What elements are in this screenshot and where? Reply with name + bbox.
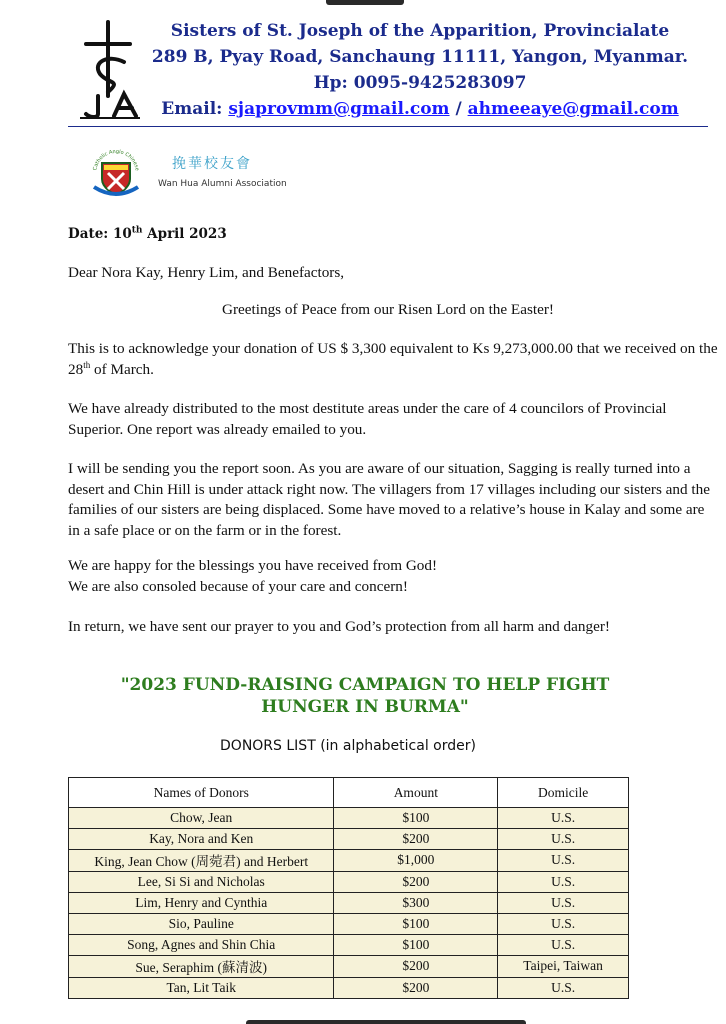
table-header-row	[69, 778, 629, 808]
letter-greeting: Greetings of Peace from our Risen Lord on the Easter!	[222, 301, 554, 318]
donor-domicile: U.S.	[498, 935, 629, 956]
donor-amount: $100	[334, 808, 498, 829]
header-names: Names of Donors	[69, 778, 334, 808]
org-phone: Hp: 0095-9425283097	[313, 73, 527, 93]
school-header	[88, 145, 308, 205]
email-link-2[interactable]: ahmeeaye@gmail.com	[467, 99, 679, 119]
email-link-1[interactable]: sjaprovmm@gmail.com	[228, 99, 450, 119]
letterhead-text	[150, 18, 690, 122]
header-amount: Amount	[334, 778, 498, 808]
table-row	[69, 829, 629, 850]
header-domicile: Domicile	[498, 778, 629, 808]
letter-paragraph-blessings	[68, 556, 718, 597]
table-row	[69, 913, 629, 934]
donor-domicile: Taipei, Taiwan	[498, 956, 629, 977]
letter-salutation: Dear Nora Kay, Henry Lim, and Benefactors,	[68, 264, 345, 281]
table-row	[69, 871, 629, 892]
table-row	[69, 850, 629, 871]
crest-text: Catholic Anglo Chinese	[92, 148, 140, 172]
email-separator: /	[449, 99, 468, 119]
org-address: 289 B, Pyay Road, Sanchaung 11111, Yangon, Myanmar.	[151, 47, 689, 67]
donor-name: Tan, Lit Taik	[69, 977, 334, 998]
donor-domicile: U.S.	[498, 808, 629, 829]
table-row	[69, 977, 629, 998]
letter-date: Date: 10th April 2023	[68, 225, 227, 242]
donor-domicile: U.S.	[498, 892, 629, 913]
blessings-line-1: We are happy for the blessings you have received from God!	[68, 557, 438, 574]
donor-amount: $200	[334, 871, 498, 892]
campaign-title	[60, 674, 670, 718]
email-label: Email:	[161, 99, 229, 119]
donor-amount: $200	[334, 977, 498, 998]
scroll-indicator-top	[326, 0, 404, 5]
school-name-english: Wan Hua Alumni Association	[158, 179, 287, 189]
letter-paragraph-situation: I will be sending you the report soon. As you are aware of our situation, Sagging is really turned into a desert and Chin Hill is under attack right now. The villagers from 17 villages including our sisters and the families of our sisters are being displaced. Some have moved to a relative’s house in Kalay and some are in a safe place or on the farm or in the forest.	[68, 460, 710, 539]
donor-name: Sue, Seraphim (蘇清波)	[69, 956, 334, 977]
donor-name: Lim, Henry and Cynthia	[69, 892, 334, 913]
sja-logo	[78, 18, 142, 122]
scroll-indicator-bottom	[246, 1020, 526, 1024]
donor-amount: $1,000	[334, 850, 498, 871]
org-email-line	[150, 96, 690, 122]
donor-domicile: U.S.	[498, 829, 629, 850]
table-row	[69, 808, 629, 829]
donor-name: Kay, Nora and Ken	[69, 829, 334, 850]
donor-domicile: U.S.	[498, 977, 629, 998]
donor-domicile: U.S.	[498, 850, 629, 871]
campaign-title-line-1: "2023 FUND-RAISING CAMPAIGN TO HELP FIGHT	[120, 675, 610, 695]
donor-amount: $100	[334, 935, 498, 956]
donors-table	[68, 777, 629, 999]
letter-paragraph-distribution: We have already distributed to the most destitute areas under the care of 4 councilors of Provincial Superior. One report was already emailed to you.	[68, 400, 667, 438]
letter-paragraph-prayer: In return, we have sent our prayer to you and God’s protection from all harm and danger!	[68, 618, 610, 635]
donor-amount: $100	[334, 913, 498, 934]
letter-paragraph-acknowledgement: This is to acknowledge your donation of US $ 3,300 equivalent to Ks 9,273,000.00 that we received on the 28th of March.	[68, 340, 718, 378]
school-crest-icon	[88, 145, 144, 201]
campaign-title-line-2: HUNGER IN BURMA"	[261, 697, 469, 717]
donor-name: Chow, Jean	[69, 808, 334, 829]
org-name: Sisters of St. Joseph of the Apparition, Provincialate	[170, 21, 670, 41]
donor-domicile: U.S.	[498, 913, 629, 934]
letterhead-divider	[68, 126, 708, 127]
donor-name: King, Jean Chow (周菀君) and Herbert	[69, 850, 334, 871]
donor-domicile: U.S.	[498, 871, 629, 892]
table-row	[69, 892, 629, 913]
donor-name: Lee, Si Si and Nicholas	[69, 871, 334, 892]
school-name-chinese: 挽華校友會	[172, 156, 252, 172]
donors-list-title: DONORS LIST (in alphabetical order)	[220, 738, 476, 754]
table-row	[69, 956, 629, 977]
table-row	[69, 935, 629, 956]
donor-amount: $300	[334, 892, 498, 913]
donor-amount: $200	[334, 829, 498, 850]
donor-name: Sio, Pauline	[69, 913, 334, 934]
donor-amount: $200	[334, 956, 498, 977]
donor-name: Song, Agnes and Shin Chia	[69, 935, 334, 956]
blessings-line-2: We are also consoled because of your care and concern!	[68, 577, 408, 595]
